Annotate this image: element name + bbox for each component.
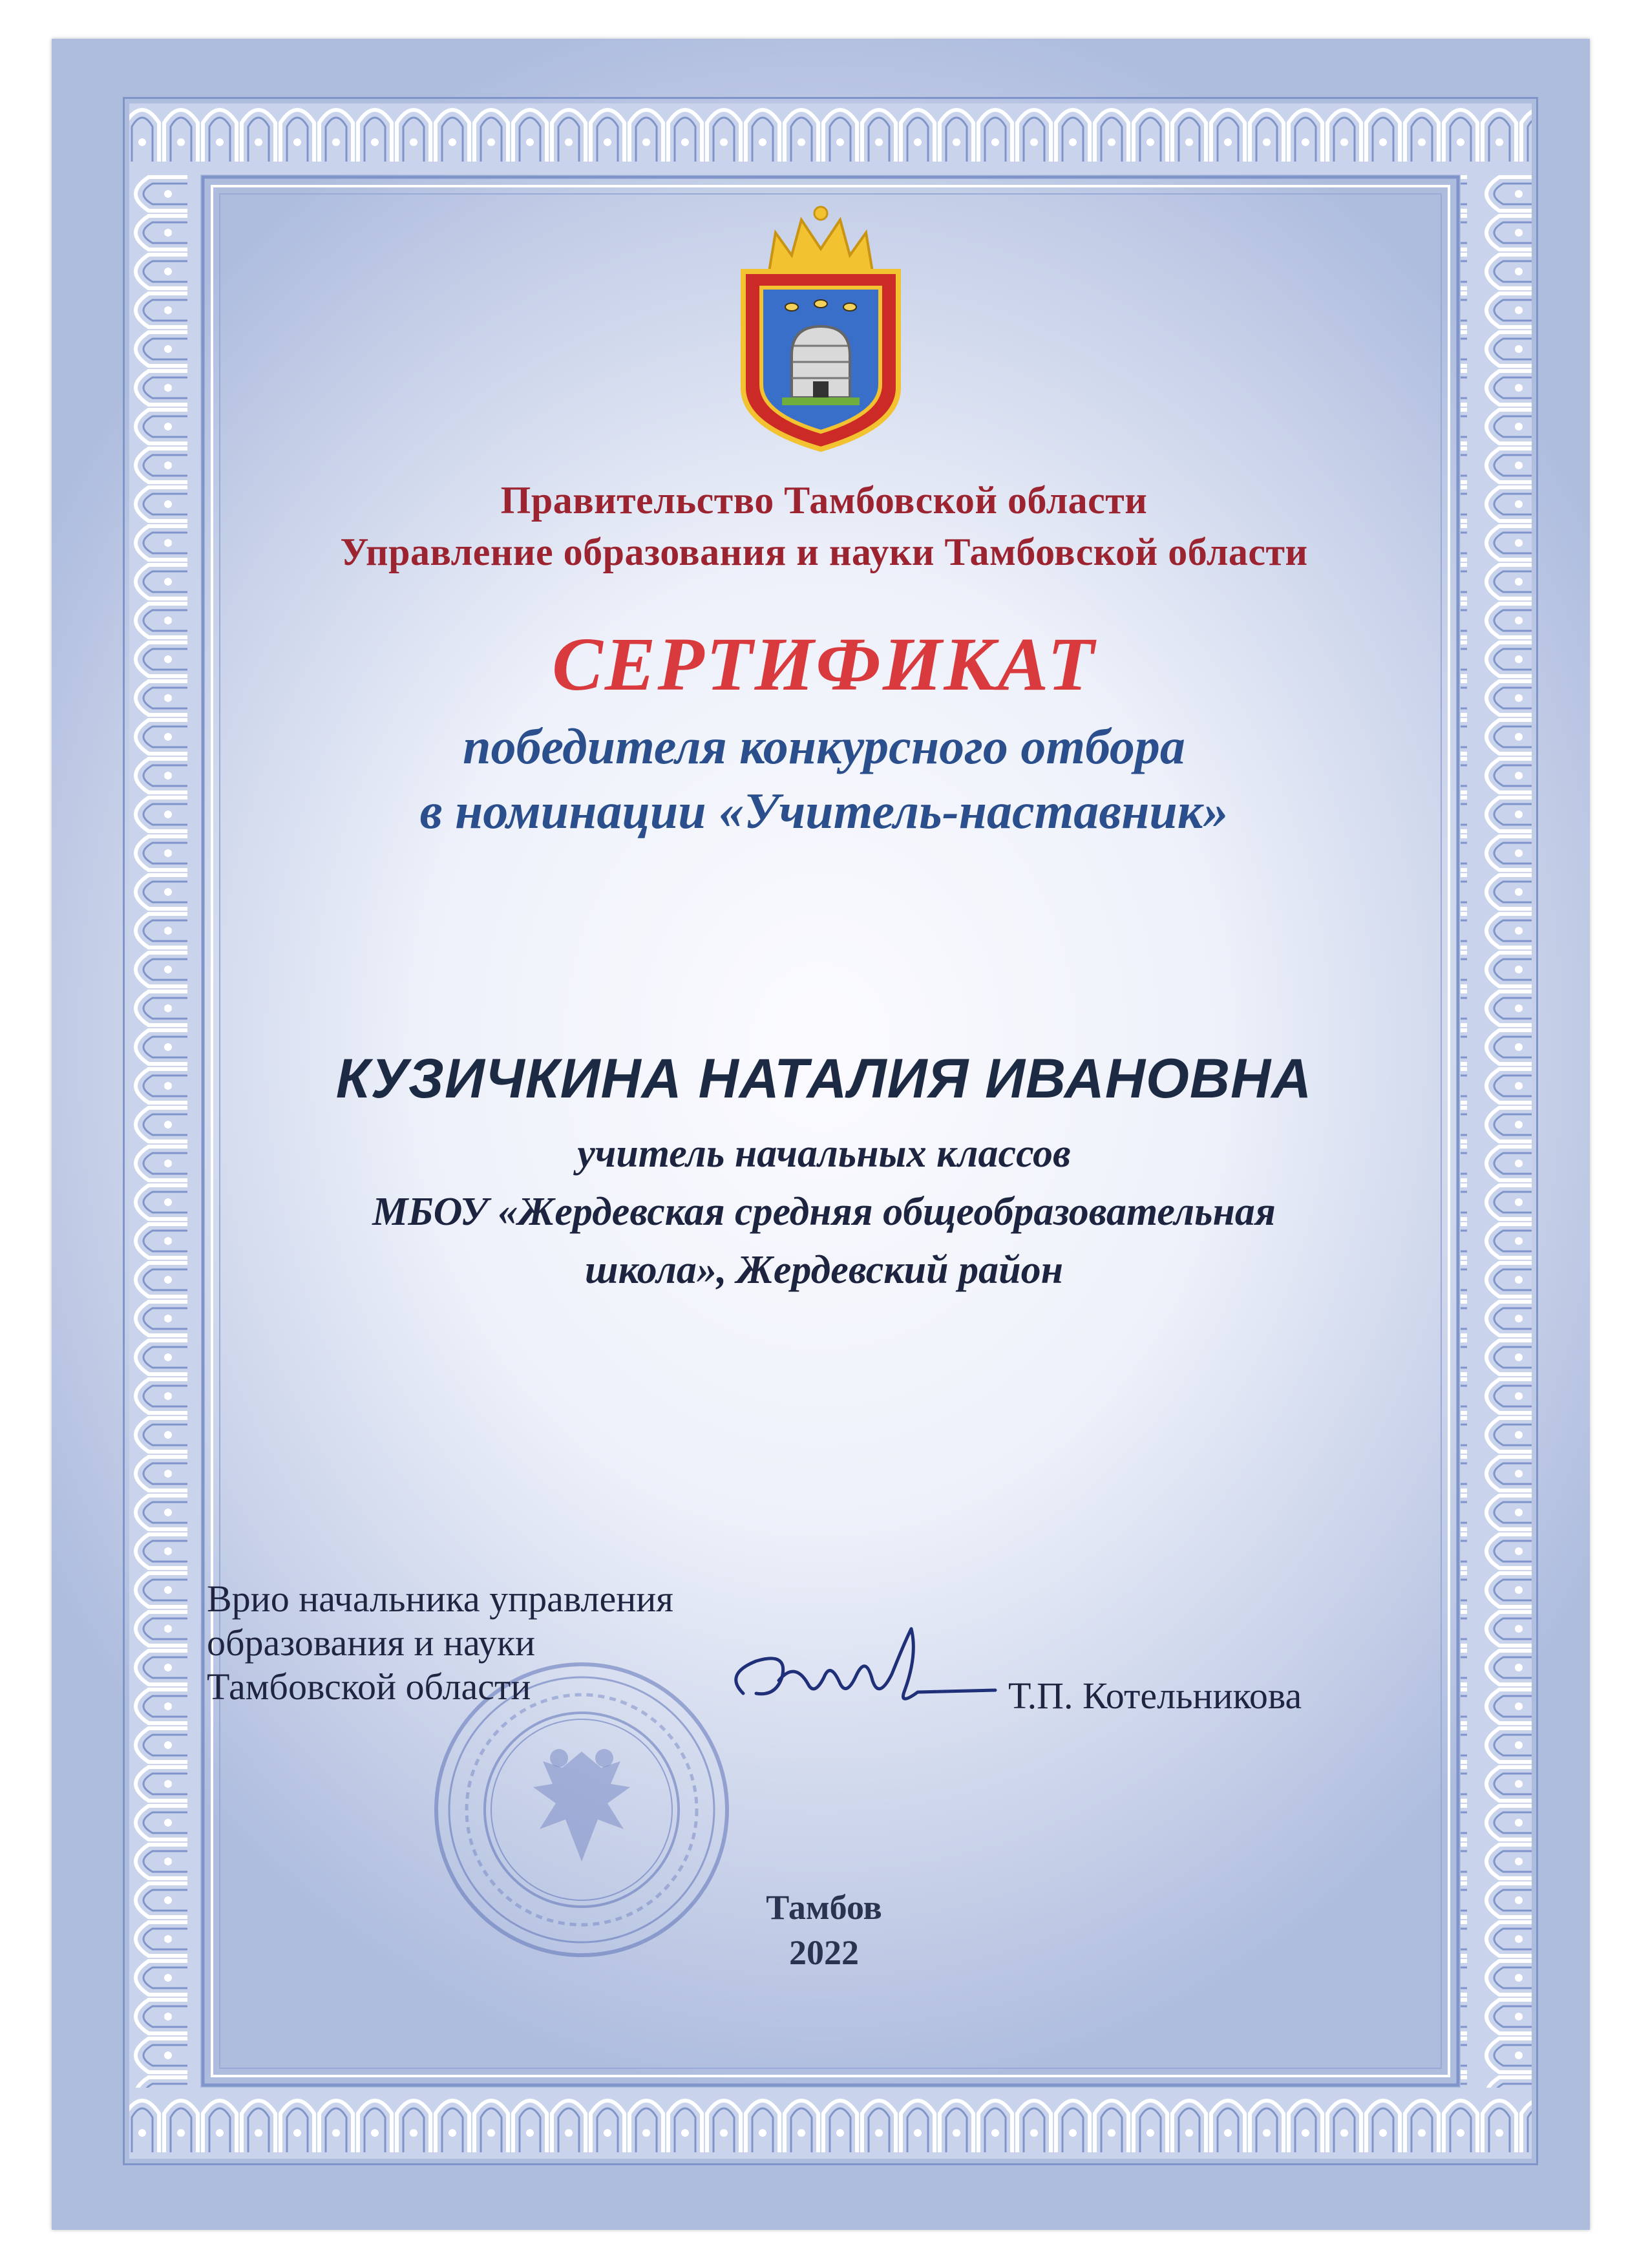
issue-year: 2022 — [789, 1933, 859, 1972]
signatory-title-line2: образования и науки — [207, 1622, 536, 1664]
government-name: Правительство Тамбовской области — [500, 479, 1148, 522]
issue-city: Тамбов — [766, 1888, 882, 1927]
certificate-subtitle-line2: в номинации «Учитель-наставник» — [419, 783, 1229, 839]
signatory-title — [207, 1577, 673, 1709]
recipient-position: учитель начальных классов — [577, 1132, 1071, 1176]
coat-of-arms-icon — [730, 194, 911, 452]
department-name: Управление образования и науки Тамбовской области — [340, 531, 1308, 573]
certificate-title: СЕРТИФИКАТ — [552, 622, 1096, 706]
signatory-name: Т.П. Котельникова — [1008, 1675, 1302, 1717]
certificate-subtitle-line1: победителя конкурсного отбора — [463, 718, 1185, 774]
recipient-school-line1: МБОУ «Жердевская средняя общеобразовательная — [372, 1190, 1276, 1234]
recipient-school-line2: школа», Жердевский район — [584, 1248, 1064, 1292]
signatory-title-line1: Врио начальника управления — [207, 1578, 673, 1620]
handwritten-signature-icon — [717, 1616, 1002, 1719]
recipient-name: КУЗИЧКИНА НАТАЛИЯ ИВАНОВНА — [335, 1048, 1313, 1110]
signatory-title-line3: Тамбовской области — [207, 1666, 531, 1708]
